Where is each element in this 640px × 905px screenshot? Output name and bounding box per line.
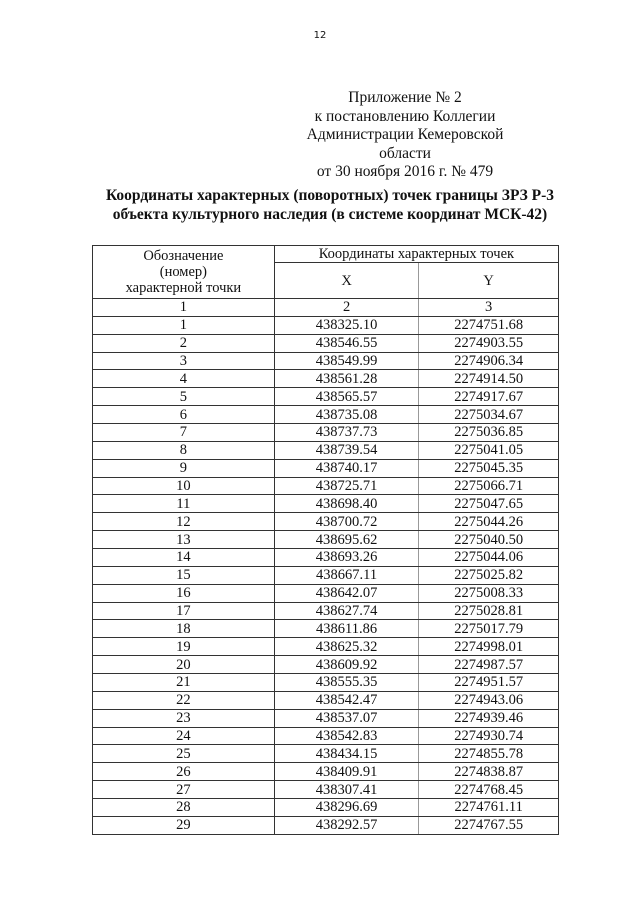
table-row: [93, 352, 559, 370]
x-coordinate: 438725.71: [274, 477, 419, 495]
point-number: 17: [93, 602, 275, 620]
y-coordinate: 2275036.85: [419, 424, 559, 442]
y-coordinate: 2275045.35: [419, 459, 559, 477]
y-coordinate: 2274939.46: [419, 709, 559, 727]
y-coordinate: 2275066.71: [419, 477, 559, 495]
point-number: 9: [93, 459, 275, 477]
point-number: 21: [93, 674, 275, 692]
x-coordinate: 438325.10: [274, 316, 419, 334]
x-coordinate: 438546.55: [274, 334, 419, 352]
appendix-line: Администрации Кемеровской области: [306, 126, 504, 162]
y-coordinate: 2274855.78: [419, 745, 559, 763]
table-row: [93, 727, 559, 745]
x-coordinate: 438735.08: [274, 406, 419, 424]
y-coordinate: 2275044.06: [419, 549, 559, 567]
y-coordinate: 2274943.06: [419, 691, 559, 709]
x-coordinate: 438667.11: [274, 566, 419, 584]
point-number: 10: [93, 477, 275, 495]
title-line: объекта культурного наследия (в системе координат МСК-42): [112, 206, 548, 223]
x-coordinate: 438740.17: [274, 459, 419, 477]
point-number: 27: [93, 781, 275, 799]
y-coordinate: 2274914.50: [419, 370, 559, 388]
header-x: X: [274, 263, 419, 299]
y-coordinate: 2274987.57: [419, 656, 559, 674]
table-row: [93, 334, 559, 352]
point-number: 5: [93, 388, 275, 406]
y-coordinate: 2275028.81: [419, 602, 559, 620]
table-row: [93, 745, 559, 763]
y-coordinate: 2274751.68: [419, 316, 559, 334]
table-row: [93, 709, 559, 727]
x-coordinate: 438609.92: [274, 656, 419, 674]
y-coordinate: 2275008.33: [419, 584, 559, 602]
x-coordinate: 438307.41: [274, 781, 419, 799]
x-coordinate: 438555.35: [274, 674, 419, 692]
y-coordinate: 2275047.65: [419, 495, 559, 513]
y-coordinate: 2274930.74: [419, 727, 559, 745]
x-coordinate: 438296.69: [274, 799, 419, 817]
point-number: 23: [93, 709, 275, 727]
header-y: Y: [419, 263, 559, 299]
document-title: [60, 186, 600, 224]
x-coordinate: 438542.47: [274, 691, 419, 709]
col-number: 2: [274, 299, 419, 317]
y-coordinate: 2274761.11: [419, 799, 559, 817]
coordinates-table: [92, 245, 559, 835]
point-number: 18: [93, 620, 275, 638]
point-number: 19: [93, 638, 275, 656]
table-row: [93, 799, 559, 817]
appendix-line: к постановлению Коллегии: [314, 107, 496, 125]
table-row: [93, 316, 559, 334]
table-row: [93, 781, 559, 799]
y-coordinate: 2274906.34: [419, 352, 559, 370]
x-coordinate: 438565.57: [274, 388, 419, 406]
y-coordinate: 2275041.05: [419, 441, 559, 459]
x-coordinate: 438292.57: [274, 816, 419, 834]
table-row: [93, 691, 559, 709]
point-number: 26: [93, 763, 275, 781]
x-coordinate: 438693.26: [274, 549, 419, 567]
point-number: 25: [93, 745, 275, 763]
y-coordinate: 2274917.67: [419, 388, 559, 406]
y-coordinate: 2275040.50: [419, 531, 559, 549]
y-coordinate: 2274767.55: [419, 816, 559, 834]
x-coordinate: 438642.07: [274, 584, 419, 602]
table-row: [93, 584, 559, 602]
table-row: [93, 638, 559, 656]
appendix-line: от 30 ноября 2016 г. № 479: [316, 163, 494, 180]
point-number: 7: [93, 424, 275, 442]
table-row: [93, 513, 559, 531]
table-row: [93, 441, 559, 459]
y-coordinate: 2274951.57: [419, 674, 559, 692]
table-row: [93, 459, 559, 477]
y-coordinate: 2274998.01: [419, 638, 559, 656]
x-coordinate: 438611.86: [274, 620, 419, 638]
y-coordinate: 2274768.45: [419, 781, 559, 799]
table-row: [93, 816, 559, 834]
x-coordinate: 438434.15: [274, 745, 419, 763]
point-number: 13: [93, 531, 275, 549]
y-coordinate: 2275034.67: [419, 406, 559, 424]
point-number: 1: [93, 316, 275, 334]
x-coordinate: 438549.99: [274, 352, 419, 370]
table-row: [93, 388, 559, 406]
table-row: [93, 531, 559, 549]
table-row: [93, 495, 559, 513]
col-number: 1: [93, 299, 275, 317]
table-row: [93, 674, 559, 692]
point-number: 15: [93, 566, 275, 584]
table-row: [93, 566, 559, 584]
point-number: 8: [93, 441, 275, 459]
y-coordinate: 2275044.26: [419, 513, 559, 531]
appendix-line: Приложение № 2: [348, 89, 462, 106]
point-number: 2: [93, 334, 275, 352]
x-coordinate: 438695.62: [274, 531, 419, 549]
y-coordinate: 2274903.55: [419, 334, 559, 352]
table-row: [93, 656, 559, 674]
point-number: 14: [93, 549, 275, 567]
x-coordinate: 438561.28: [274, 370, 419, 388]
point-number: 11: [93, 495, 275, 513]
x-coordinate: 438542.83: [274, 727, 419, 745]
point-number: 3: [93, 352, 275, 370]
table-row: [93, 477, 559, 495]
page-number: 12: [313, 30, 327, 41]
point-number: 6: [93, 406, 275, 424]
y-coordinate: 2275017.79: [419, 620, 559, 638]
header-coords: Координаты характерных точек: [274, 246, 558, 263]
header-point: Обозначение (номер) характерной точки: [93, 246, 275, 299]
appendix-header: [250, 89, 530, 182]
x-coordinate: 438409.91: [274, 763, 419, 781]
table-row: [93, 406, 559, 424]
point-number: 12: [93, 513, 275, 531]
y-coordinate: 2275025.82: [419, 566, 559, 584]
x-coordinate: 438700.72: [274, 513, 419, 531]
x-coordinate: 438537.07: [274, 709, 419, 727]
point-number: 20: [93, 656, 275, 674]
x-coordinate: 438627.74: [274, 602, 419, 620]
point-number: 24: [93, 727, 275, 745]
table-row: [93, 549, 559, 567]
x-coordinate: 438698.40: [274, 495, 419, 513]
point-number: 22: [93, 691, 275, 709]
title-line: Координаты характерных (поворотных) точек границы ЗРЗ Р-3: [105, 187, 555, 204]
x-coordinate: 438739.54: [274, 441, 419, 459]
point-number: 29: [93, 816, 275, 834]
table-row: [93, 602, 559, 620]
y-coordinate: 2274838.87: [419, 763, 559, 781]
point-number: 16: [93, 584, 275, 602]
point-number: 4: [93, 370, 275, 388]
table-row: [93, 424, 559, 442]
table-row: [93, 763, 559, 781]
x-coordinate: 438625.32: [274, 638, 419, 656]
point-number: 28: [93, 799, 275, 817]
col-number: 3: [419, 299, 559, 317]
table-row: [93, 620, 559, 638]
x-coordinate: 438737.73: [274, 424, 419, 442]
table-row: [93, 370, 559, 388]
